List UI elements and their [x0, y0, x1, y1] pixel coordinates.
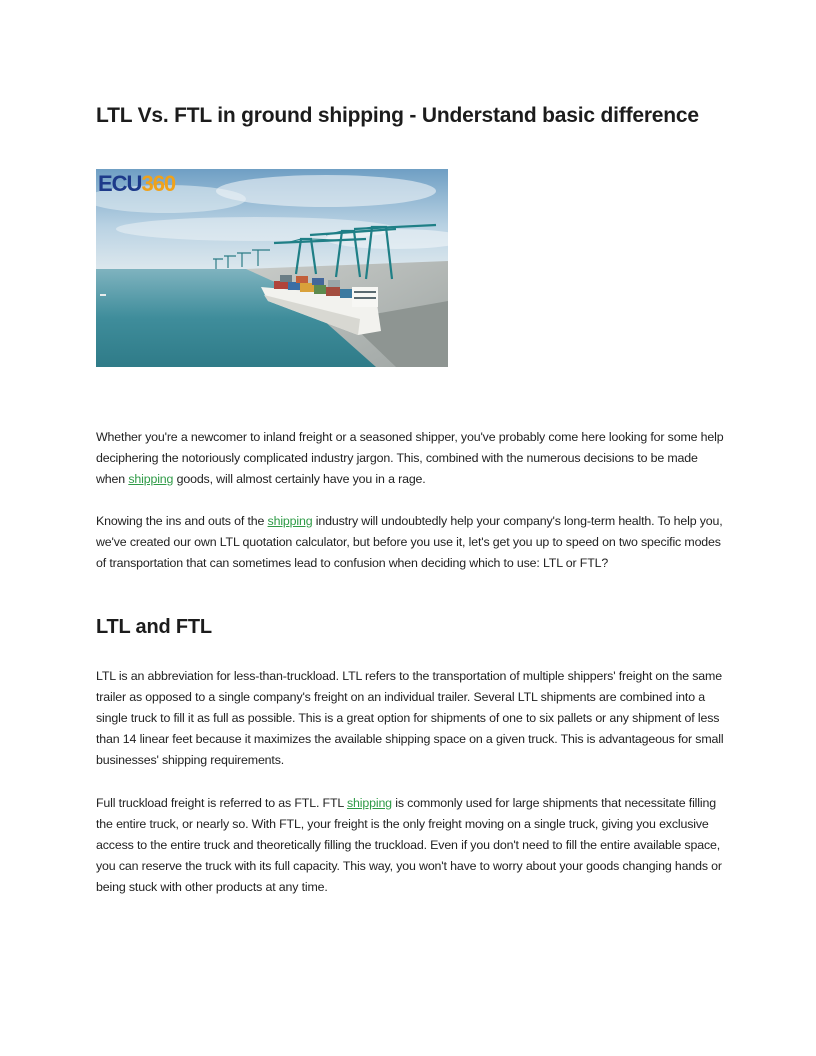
intro-paragraph: Whether you're a newcomer to inland freight or a seasoned shipper, you've probably come here looking for some help deciphering the notoriously complicated industry jargon. This, combined with the numerous decisions to be made when shipping goods, will almost certainly have you in a rage.: [96, 430, 724, 486]
ltl-paragraph: LTL is an abbreviation for less-than-truckload. LTL refers to the transportation of multiple shippers' freight on the same trailer as opposed to a single company's freight on an individual trailer. Several LTL shipments are combined into a single truck to fill it as full as possible. This is a great option for shipments of one to six pallets or any shipment of less than 14 linear feet because it maximizes the available shipping space on a given truck. This is advantageous for small businesses' shipping requirements.: [96, 669, 724, 767]
section-heading: LTL and FTL: [96, 616, 212, 638]
ftl-paragraph: Full truckload freight is referred to as FTL. FTL shipping is commonly used for large shipments that necessitate filling the entire truck, or nearly so. With FTL, your freight is the only freight moving on a single truck, giving you exclusive access to the entire truck and theoretically filling the truckload. Even if you don't need to fill the entire available space, you can reserve the truck with its full capacity. This way, you won't have to worry about your goods changing hands or being stuck with other products at any time.: [96, 796, 722, 894]
shipping-link-3[interactable]: shipping: [346, 796, 392, 810]
shipping-link-2[interactable]: shipping: [267, 514, 313, 528]
page-title: LTL Vs. FTL in ground shipping - Understand basic difference: [96, 104, 699, 127]
second-paragraph: Knowing the ins and outs of the shipping industry will undoubtedly help your company's long-term health. To help you, we've created our own LTL quotation calculator, but before you use it, let's get you up to speed on two specific modes of transportation that can sometimes lead to confusion when deciding which to use: LTL or FTL?: [96, 514, 723, 570]
svg-text:ECU360: [98, 171, 176, 196]
document-page: [96, 0, 726, 1056]
logo-text-ecu: ECU: [98, 171, 142, 196]
logo-text-360: 360: [141, 171, 176, 196]
shipping-link-1[interactable]: shipping: [128, 472, 174, 486]
hero-image: [96, 169, 448, 367]
